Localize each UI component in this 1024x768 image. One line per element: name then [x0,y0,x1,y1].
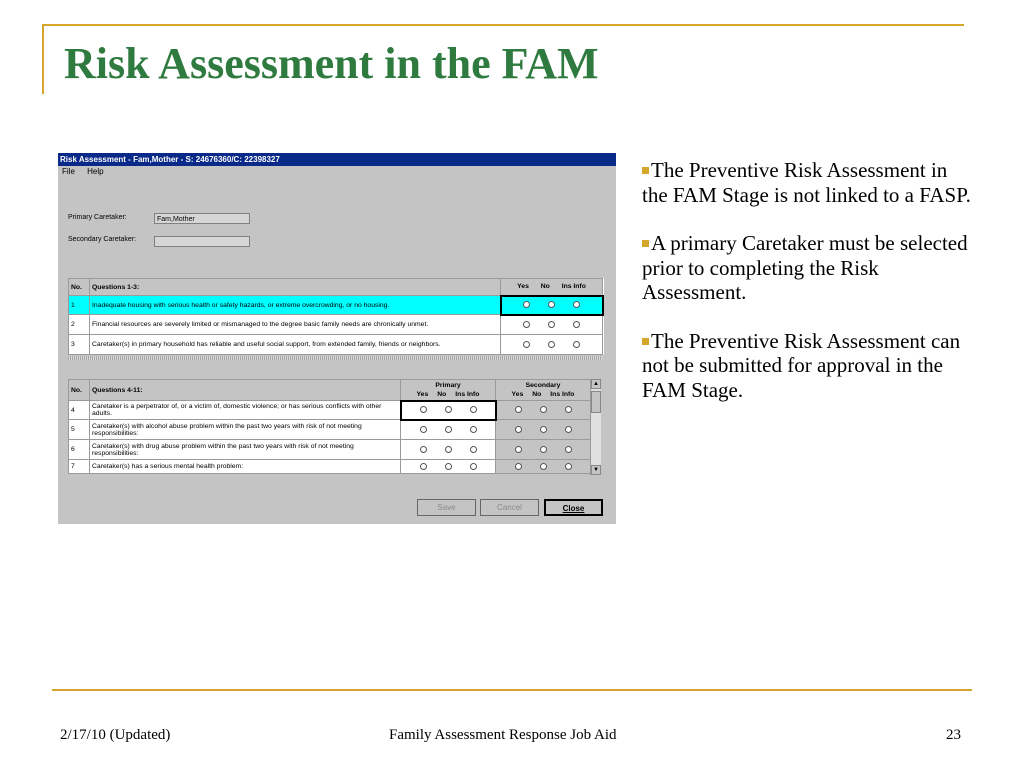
bullet-item [642,329,974,403]
primary-radios [401,440,496,460]
radio-secondary-yes[interactable] [515,463,522,470]
radio-secondary-yes[interactable] [515,426,522,433]
questions-1-3-table [68,278,604,355]
bullet-item [642,158,974,207]
question-text: Inadequate housing with serious health or safety hazards, or extreme overcrowding, or no housing. [90,296,501,315]
row-number: 6 [69,440,90,460]
radio-yes[interactable] [523,321,530,328]
question-text: Caretaker(s) in primary household has reliable and useful social support, from extended family, friends or neighbors. [90,335,501,355]
secondary-ins-info: Ins Info [550,391,575,398]
window-title: Risk Assessment - Fam,Mother - S: 24676360/C: 22398327 [58,153,616,166]
question-text: Caretaker(s) with alcohol abuse problem within the past two years with risk of not meeting responsibilities: [90,420,401,440]
secondary-radios [496,460,591,474]
primary-radios [401,420,496,440]
secondary-label: Secondary [525,382,561,389]
footer-date: 2/17/10 (Updated) [60,727,171,743]
col-header-questions: Questions 1-3: [90,279,501,296]
radio-secondary-no[interactable] [540,446,547,453]
question-text: Caretaker is a perpetrator of, or a victim of, domestic violence; or has serious conflicts with other adults. [90,401,401,420]
radio-secondary-yes[interactable] [515,406,522,413]
slide-title: Risk Assessment in the FAM [64,39,599,88]
top-rule [42,24,964,26]
radio-secondary-ins-info[interactable] [565,463,572,470]
scroll-down-icon[interactable]: ▼ [591,465,601,475]
row-number: 4 [69,401,90,420]
radio-primary-no[interactable] [445,426,452,433]
radio-primary-no[interactable] [445,463,452,470]
bullet-text: The Preventive Risk Assessment can not be submitted for approval in the FAM Stage. [642,328,961,402]
footer-page-number: 23 [946,727,961,743]
radio-primary-ins-info[interactable] [470,426,477,433]
answer-radios [501,296,603,315]
secondary-caretaker-field[interactable] [154,236,250,247]
primary-caretaker-label: Primary Caretaker: [68,214,127,221]
question-text: Caretaker(s) has a serious mental health problem: [90,460,401,474]
radio-primary-yes[interactable] [420,446,427,453]
radio-yes[interactable] [523,301,530,308]
col-header-answers [501,279,603,296]
radio-primary-ins-info[interactable] [470,446,477,453]
bullet-text: A primary Caretaker must be selected prior to completing the Risk Assessment. [642,231,968,304]
question-text: Financial resources are severely limited or mismanaged to the degree basic family needs are chronically unmet. [90,315,501,335]
radio-no[interactable] [548,341,555,348]
answer-radios [501,315,603,335]
table-scrollbar[interactable] [590,379,601,475]
cancel-button[interactable]: Cancel [480,499,539,516]
col-header-ins-info: Ins Info [561,283,586,291]
radio-primary-ins-info[interactable] [470,406,477,413]
radio-ins-info[interactable] [573,301,580,308]
close-button[interactable]: Close [544,499,603,516]
col-header-secondary [496,380,591,401]
menu-bar [58,166,616,178]
radio-no[interactable] [548,321,555,328]
row-number: 5 [69,420,90,440]
radio-secondary-ins-info[interactable] [565,446,572,453]
row-number: 1 [69,296,90,315]
secondary-radios [496,420,591,440]
bottom-rule [52,689,972,691]
primary-radios [401,401,496,420]
secondary-yes: Yes [511,391,524,398]
row-number: 3 [69,335,90,355]
col-header-yes: Yes [517,283,529,291]
table-divider [68,356,602,360]
primary-label: Primary [435,381,461,389]
footer-title: Family Assessment Response Job Aid [389,727,617,743]
scroll-up-icon[interactable]: ▲ [591,379,601,389]
radio-secondary-no[interactable] [540,426,547,433]
col-header-questions: Questions 4-11: [90,380,401,401]
radio-primary-no[interactable] [445,446,452,453]
radio-primary-ins-info[interactable] [470,463,477,470]
square-bullet-icon [642,167,649,174]
radio-ins-info[interactable] [573,321,580,328]
table-row[interactable] [69,420,591,440]
radio-ins-info[interactable] [573,341,580,348]
radio-secondary-no[interactable] [540,406,547,413]
col-header-no-answer: No [540,283,550,291]
secondary-caretaker-label: Secondary Caretaker: [68,236,137,243]
radio-no[interactable] [548,301,555,308]
radio-primary-yes[interactable] [420,406,427,413]
risk-assessment-window [58,153,616,524]
menu-help[interactable]: Help [87,167,104,176]
radio-yes[interactable] [523,341,530,348]
radio-primary-no[interactable] [445,406,452,413]
table-row[interactable] [69,401,591,420]
radio-secondary-no[interactable] [540,463,547,470]
radio-primary-yes[interactable] [420,463,427,470]
col-header-primary [401,380,496,401]
primary-caretaker-field[interactable]: Fam,Mother [154,213,250,224]
menu-file[interactable]: File [62,167,75,176]
square-bullet-icon [642,240,649,247]
radio-secondary-ins-info[interactable] [565,426,572,433]
table-row[interactable] [69,296,603,315]
secondary-radios [496,401,591,420]
question-text: Caretaker(s) with drug abuse problem within the past two years with risk of not meeting responsibilities: [90,440,401,460]
answer-radios [501,335,603,355]
radio-secondary-ins-info[interactable] [565,406,572,413]
table-row[interactable] [69,440,591,460]
radio-primary-yes[interactable] [420,426,427,433]
table-row[interactable] [69,460,591,474]
secondary-radios [496,440,591,460]
bullet-list [642,158,974,426]
radio-secondary-yes[interactable] [515,446,522,453]
row-number: 2 [69,315,90,335]
left-rule [42,24,44,94]
primary-no: No [437,390,447,398]
primary-yes: Yes [416,390,429,398]
secondary-no: No [532,391,542,398]
col-header-no: No. [69,380,90,401]
table-row[interactable] [69,315,603,335]
bullet-text: The Preventive Risk Assessment in the FAM Stage is not linked to a FASP. [642,158,971,207]
primary-radios [401,460,496,474]
table-row[interactable] [69,335,603,355]
row-number: 7 [69,460,90,474]
primary-ins-info: Ins Info [455,390,480,398]
bullet-item [642,231,974,305]
square-bullet-icon [642,338,649,345]
col-header-no: No. [69,279,90,296]
questions-4-11-table [68,379,591,474]
scroll-thumb[interactable] [591,391,601,413]
save-button[interactable]: Save [417,499,476,516]
